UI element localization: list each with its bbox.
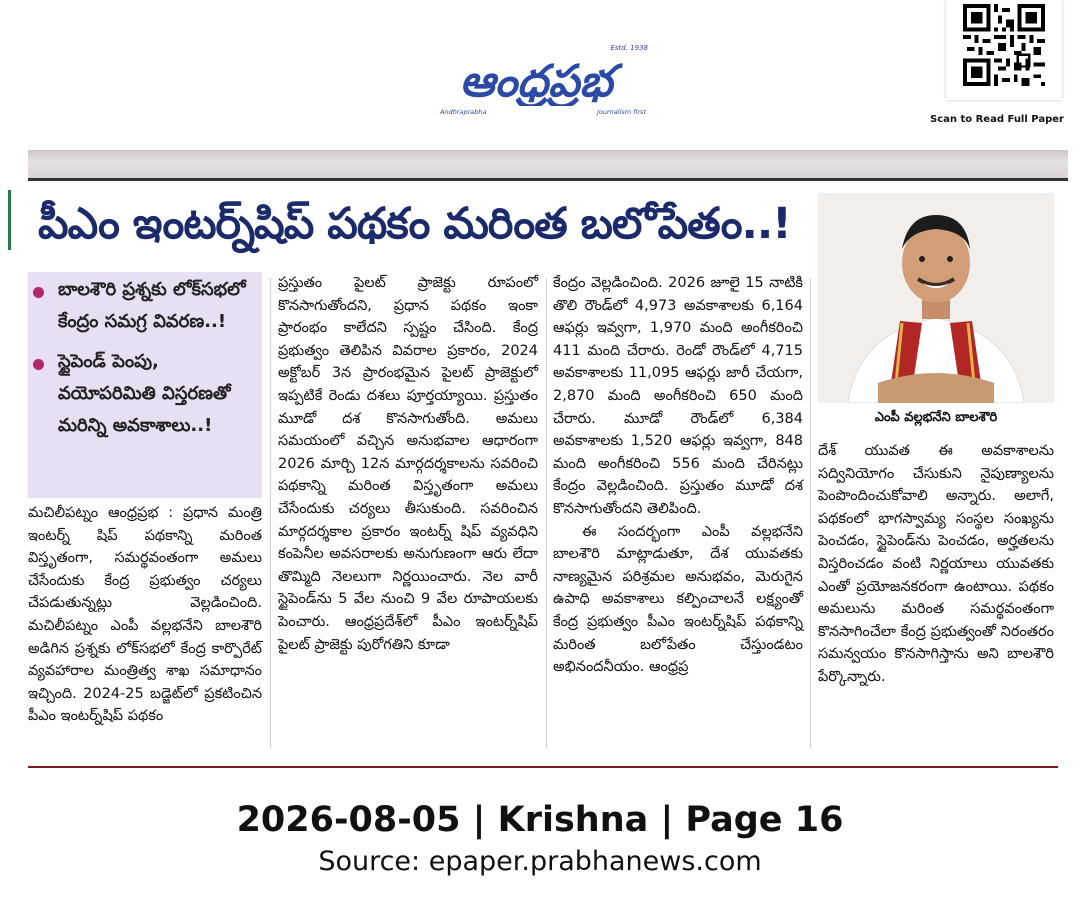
article-column-1: మచిలీపట్నం ఆంధ్రప్రభ : ప్రధాన మంత్రి ఇంటర్న్ షిప్ పథకాన్ని మరింత విస్తృతంగా, సమర్థవంతంగా అమలు చేసేందుకు కేంద్ర ప్రభుత్వం చర్యలు చేపడుతున్నట్లు వెల్లడించింది. మచిలీపట్నం ఎంపీ వల్లభనేని బాలశౌరి అడిగిన ప్రశ్నకు లోక్‌సభలో కేంద్ర కార్పొరేట్ వ్యవహారాల మంత్రిత్వ శాఖ సమాధానం ఇచ్చింది. 2024-25 బడ్జెట్‌లో ప్రకటించిన పీఎం ఇంటర్న్‌షిప్ పథకం (28, 505, 262, 725)
photo-caption: ఎంపీ వల్లభనేని బాలశౌరి (874, 410, 998, 425)
column-3-paragraph-1: కేంద్రం వెల్లడించింది. 2026 జూలై 15 నాటికి తొలి రౌండ్‌లో 4,973 అవకాశాలకు 6,164 ఆఫర్లు ఇవ్వగా, 1,970 మంది అంగీకరించి 411 మంది చేరారు. రెండో రౌండ్‌లో 4,715 అవకాశాలకు 11,095 ఆఫర్లు జారీ చేయగా, 2,870 మంది అంగీకరించి 650 మంది చేరారు. మూడో రౌండ్‌లో 6,384 అవకాశాలకు 1,520 ఆఫర్లు ఇవ్వగా, 848 మంది అంగీకరించి 556 మంది చేరినట్లు కేంద్రం వెల్లడించింది. ప్రస్తుతం మూడో దశ కొనసాగుతోందని తెలిపింది. (553, 275, 803, 517)
edition-info-line: 2026-08-05 | Krishna | Page 16 (236, 800, 844, 840)
highlight-text: స్టైపెండ్ పెంపు, వయోపరిమితి విస్తరణతో మరిన్ని అవకాశాలు..! (58, 351, 231, 436)
qr-code-box[interactable] (946, 0, 1062, 100)
highlights-box (28, 272, 262, 498)
person-photo-graphic (818, 193, 1054, 403)
logo-tagline-right: Journalism first (597, 108, 646, 116)
bullet-icon (33, 287, 44, 298)
highlight-item (28, 346, 262, 442)
article-column-4: దేశ్ యువత ఈ అవకాశాలను సద్వినియోగం చేసుకుని నైపుణ్యాలను పెంపొందించుకోవాలి అన్నారు. అలాగే, పథకంలో భాగస్వామ్య సంస్థల సంఖ్యను పెంచడం, స్టైపెండ్‌ను పెంచడం, అర్హతలను విస్తరించడం వంటి నిర్ణయాలు యువతకు ఎంతో ప్రయోజనకరంగా ఉంటాయి. పథకం అమలును మరింత సమర్థవంతంగా కొనసాగించేలా కేంద్ర ప్రభుత్వంతో నిరంతరం సమన్వయం కొనసాగిస్తాను అని బాలశౌరి పేర్కొన్నారు. (818, 443, 1054, 685)
source-line[interactable]: Source: epaper.prabhanews.com (318, 846, 762, 877)
logo-text: ఆంధ్రప్రభ (459, 56, 613, 106)
mp-photo (818, 193, 1054, 403)
qr-caption: Scan to Read Full Paper (930, 114, 1064, 125)
previous-article-strip (28, 150, 1068, 181)
highlight-text: బాలశౌరి ప్రశ్నకు లోక్‌సభలో కేంద్రం సమగ్ర వివరణ..! (58, 279, 246, 332)
logo-script-graphic (420, 50, 652, 106)
article-headline: పీఎం ఇంటర్న్‌షిప్ పథకం మరింత బలోపేతం..! (38, 199, 791, 249)
article-bottom-rule (28, 766, 1058, 768)
bullet-icon (33, 359, 44, 370)
page-left-rule (8, 190, 11, 250)
column-divider (810, 278, 811, 748)
column-3-paragraph-2: ఈ సందర్భంగా ఎంపీ వల్లభనేని బాలశౌరి మాట్లాడుతూ, దేశ యువతకు నాణ్యమైన పరిశ్రమల అనుభవం, మెరుగైన ఉపాధి అవకాశాలు కల్పించాలనే లక్ష్యంతో కేంద్ర ప్రభుత్వం పీఎం ఇంటర్న్‌షిప్ పథకాన్ని మరింత బలోపేతం చేస్తుండటం అభినందనీయం. ఆంధ్రప్ర (553, 523, 803, 676)
article-column-2: ప్రస్తుతం పైలట్ ప్రాజెక్టు రూపంలో కొనసాగుతోందని, ప్రధాన పథకం ఇంకా ప్రారంభం కాలేదని స్పష్టం చేసింది. కేంద్ర ప్రభుత్వం తెలిపిన వివరాల ప్రకారం, 2024 అక్టోబర్ 3న ప్రారంభమైన పైలట్ ప్రాజెక్టులో ఇప్పటికే రెండు దశలు పూర్తయ్యాయి. ప్రస్తుతం మూడో దశ కొనసాగుతోంది. అమలు సమయంలో వచ్చిన అనుభవాల ఆధారంగా 2026 మార్చి 12న మార్గదర్శకాలను సవరించి పథకాన్ని మరింత విస్తృతంగా అమలు చేసేందుకు చర్యలు తీసుకుంది. సవరించిన మార్గదర్శకాల ప్రకారం ఇంటర్న్ షిప్ వ్యవధిని కంపెనీల అవసరాలకు అనుగుణంగా ఆరు లేదా తొమ్మిది నెలలుగా నిర్ణయించారు. నెల వారీ స్టైపెండ్‌ను 5 వేల నుంచి 9 వేల రూపాయలకు పెంచారు. ఆంధ్రప్రదేశ్‌లో పీఎం ఇంటర్న్‌షిప్ పైలట్ ప్రాజెక్టు పురోగతిని కూడా (278, 275, 538, 653)
logo-established: Estd. 1938 (610, 44, 648, 52)
masthead (0, 0, 1080, 150)
article-column-3 (553, 272, 803, 752)
logo-tagline-left: Andhraprabha (440, 108, 487, 116)
column-divider (546, 278, 547, 748)
column-divider (270, 278, 271, 748)
qr-code-icon (963, 4, 1045, 86)
newspaper-logo[interactable] (420, 40, 652, 122)
highlight-item (28, 274, 262, 338)
